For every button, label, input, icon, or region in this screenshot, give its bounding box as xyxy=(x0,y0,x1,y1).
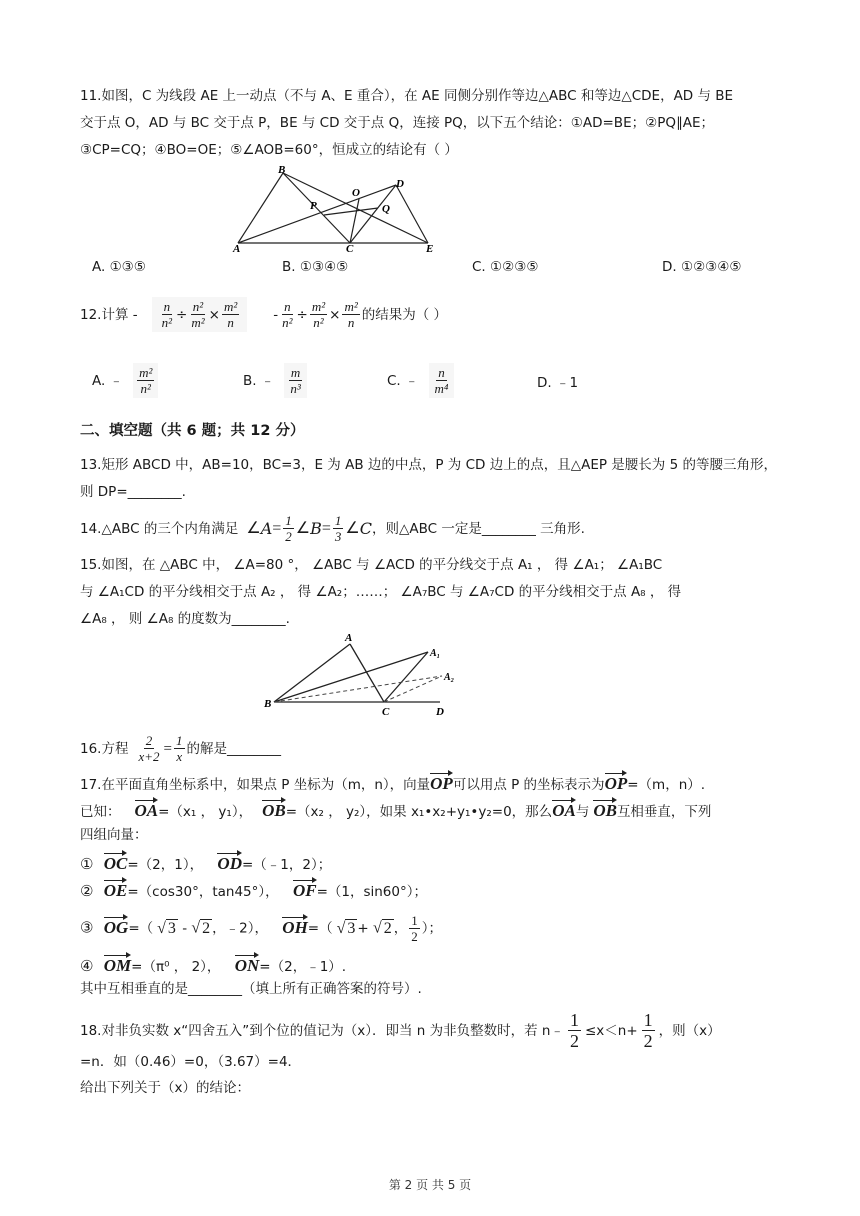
q15-label-d: D xyxy=(436,706,444,718)
q15-label-a1: A₁ xyxy=(430,648,441,659)
q11-line1: 11.如图，C 为线段 AE 上一动点（不与 A、E 重合），在 AE 同侧分别作等边△ABC 和等边△CDE，AD 与 BE xyxy=(80,88,734,104)
q11-label-a: A xyxy=(233,243,241,253)
q14-expression: ∠ A = $\frac{1}{2}$ ∠ B = $\frac{1}{3}$ ∠ C xyxy=(246,513,373,544)
q11-figure xyxy=(228,163,438,253)
q12-option-a: A. ﹣ $\frac{\text{m²}}{\text{n²}}$ xyxy=(92,363,160,398)
q12-suffix: 的结果为（ ） xyxy=(361,306,448,323)
q14-prefix: 14.△ABC 的三个内角满足 xyxy=(80,520,239,537)
q11-label-b: B xyxy=(278,164,286,176)
q14-suffix: ，则△ABC 一定是________ 三角形. xyxy=(372,520,585,537)
q15-line3: ∠A₈ ， 则 ∠A₈ 的度数为________. xyxy=(80,611,290,627)
q15-label-a2: A₂ xyxy=(444,672,455,683)
q17-item-1: ① OC=（2，1）， OD=（﹣1，2）； xyxy=(80,850,331,875)
q12-expression-image: $\frac{n}{\text{n²}}$ ÷ $\frac{\text{n²}}{\text{m²}}$ × $\frac{\text{m²}}{n}$ xyxy=(152,297,248,332)
q18-line2: =n．如（0.46）=0，（3.67）=4． xyxy=(80,1054,302,1070)
q17-line1: 17.在平面直角坐标系中，如果点 P 坐标为（m，n），向量OP可以用点 P 的坐标表示为OP=（m，n）. xyxy=(80,770,705,795)
vector-oa: OA xyxy=(135,797,159,821)
q17-line2: 已知： OA=（x₁ ， y₁）， OB=（x₂ ， y₂），如果 x₁•x₂+y₁•y₂=0，那么OA与 OB互相垂直，下列 xyxy=(80,797,711,822)
q15-label-a: A xyxy=(345,632,353,644)
q15-line1: 15.如图，在 △ABC 中， ∠A=80 °， ∠ABC 与 ∠ACD 的平分线交于点 A₁ ， 得 ∠A₁； ∠A₁BC xyxy=(80,557,663,573)
q11-label-o: O xyxy=(352,187,360,199)
q18-half-1: $\frac{1}{2}$ xyxy=(569,1010,579,1051)
q16-line xyxy=(80,733,281,764)
vector-op-2: OP xyxy=(605,770,628,794)
q11-label-p: P xyxy=(310,200,317,212)
vector-oa-2: OA xyxy=(552,797,576,821)
q18-half-2: $\frac{1}{2}$ xyxy=(643,1010,653,1051)
q17-item-4: ④ OM=（π⁰ ， 2）， ON=（2，﹣1）. xyxy=(80,952,346,977)
vector-op: OP xyxy=(430,770,453,794)
q12-option-c: C. ﹣ $\frac{n}{\text{m⁴}}$ xyxy=(387,363,456,398)
q11-line2: 交于点 O，AD 与 BC 交于点 P，BE 与 CD 交于点 Q，连接 PQ，以下五个结论：①AD=BE；②PQ∥AE； xyxy=(80,115,714,131)
q16-suffix: 的解是________ xyxy=(186,740,281,757)
vector-ob: OB xyxy=(262,797,286,821)
q16-equation: $\frac{2}{x+2}$ = $\frac{1}{x}$ xyxy=(138,733,183,764)
q12-expression: $\frac{n}{\text{n²}}$ ÷ $\frac{\text{m²}}{\text{n²}}$ × $\frac{\text{m²}}{n}$ xyxy=(282,299,358,330)
q11-option-a: A. ①③⑤ xyxy=(92,259,146,275)
q11-label-c: C xyxy=(346,243,354,253)
q18-line3: 给出下列关于（x）的结论： xyxy=(80,1080,250,1096)
q12-prefix: 12.计算 - xyxy=(80,306,138,323)
q17-item-2: ② OE=（cos30°，tan45°）， OF=（1，sin60°）； xyxy=(80,877,427,902)
q12-line: 12.计算 - $\frac{n}{\text{n²}}$ ÷ $\frac{\text{n²}}{\text{m²}}$ × $\frac{\text{m²}}{n}$ - $\frac{n}{\text{n²}}$ ÷ $\frac{\text{m²}}{\text{n²}}$ × $\frac{\text{m²}}{n}$ 的结果为（ ） xyxy=(80,299,448,330)
q11-label-e: E xyxy=(426,243,434,253)
q11-label-q: Q xyxy=(382,203,390,215)
vector-ob-2: OB xyxy=(593,797,617,821)
q17-line3: 四组向量： xyxy=(80,827,148,843)
q11-option-d: D. ①②③④⑤ xyxy=(662,259,742,275)
q17-last: 其中互相垂直的是________（填上所有正确答案的符号）. xyxy=(80,981,422,997)
q11-option-c: C. ①②③⑤ xyxy=(472,259,539,275)
q12-option-b: B. ﹣ $\frac{m}{\text{n³}}$ xyxy=(243,363,309,398)
q15-line2: 与 ∠A₁CD 的平分线相交于点 A₂ ， 得 ∠A₂；……； ∠A₇BC 与 ∠A₇CD 的平分线相交于点 A₈ ， 得 xyxy=(80,584,682,600)
q11-line3: ③CP=CQ；④BO=OE；⑤∠AOB=60°，恒成立的结论有（ ） xyxy=(80,142,458,158)
q16-prefix: 16.方程 xyxy=(80,740,129,757)
q15-label-c: C xyxy=(382,706,390,718)
q13-line2: 则 DP=________. xyxy=(80,484,186,500)
q15-label-b: B xyxy=(264,698,272,710)
q12-option-d: D. ﹣1 xyxy=(537,375,579,391)
q17-item-3: ③ OG=（ √ 3 - √ 2 ，﹣2）， OH=（ √ 3 + √ 2 ， $\frac{1}{2}$ ）； xyxy=(80,913,443,944)
q11-label-d: D xyxy=(396,178,404,190)
q15-figure xyxy=(262,630,482,720)
q11-option-b: B. ①③④⑤ xyxy=(282,259,349,275)
q13-line1: 13.矩形 ABCD 中，AB=10，BC=3，E 为 AB 边的中点，P 为 CD 边上的点，且△AEP 是腰长为 5 的等腰三角形， xyxy=(80,457,777,473)
q18-line1: 18.对非负实数 x“四舍五入”到个位的值记为（x）．即当 n 为非负整数时，若 n﹣ $\frac{1}{2}$ ≤x＜n+ $\frac{1}{2}$ ，则（x） xyxy=(80,1010,721,1051)
section-2-title: 二、填空题（共 6 题；共 12 分） xyxy=(80,423,305,439)
q14-line xyxy=(80,513,585,544)
page-footer: 第 2 页 共 5 页 xyxy=(388,1178,472,1192)
